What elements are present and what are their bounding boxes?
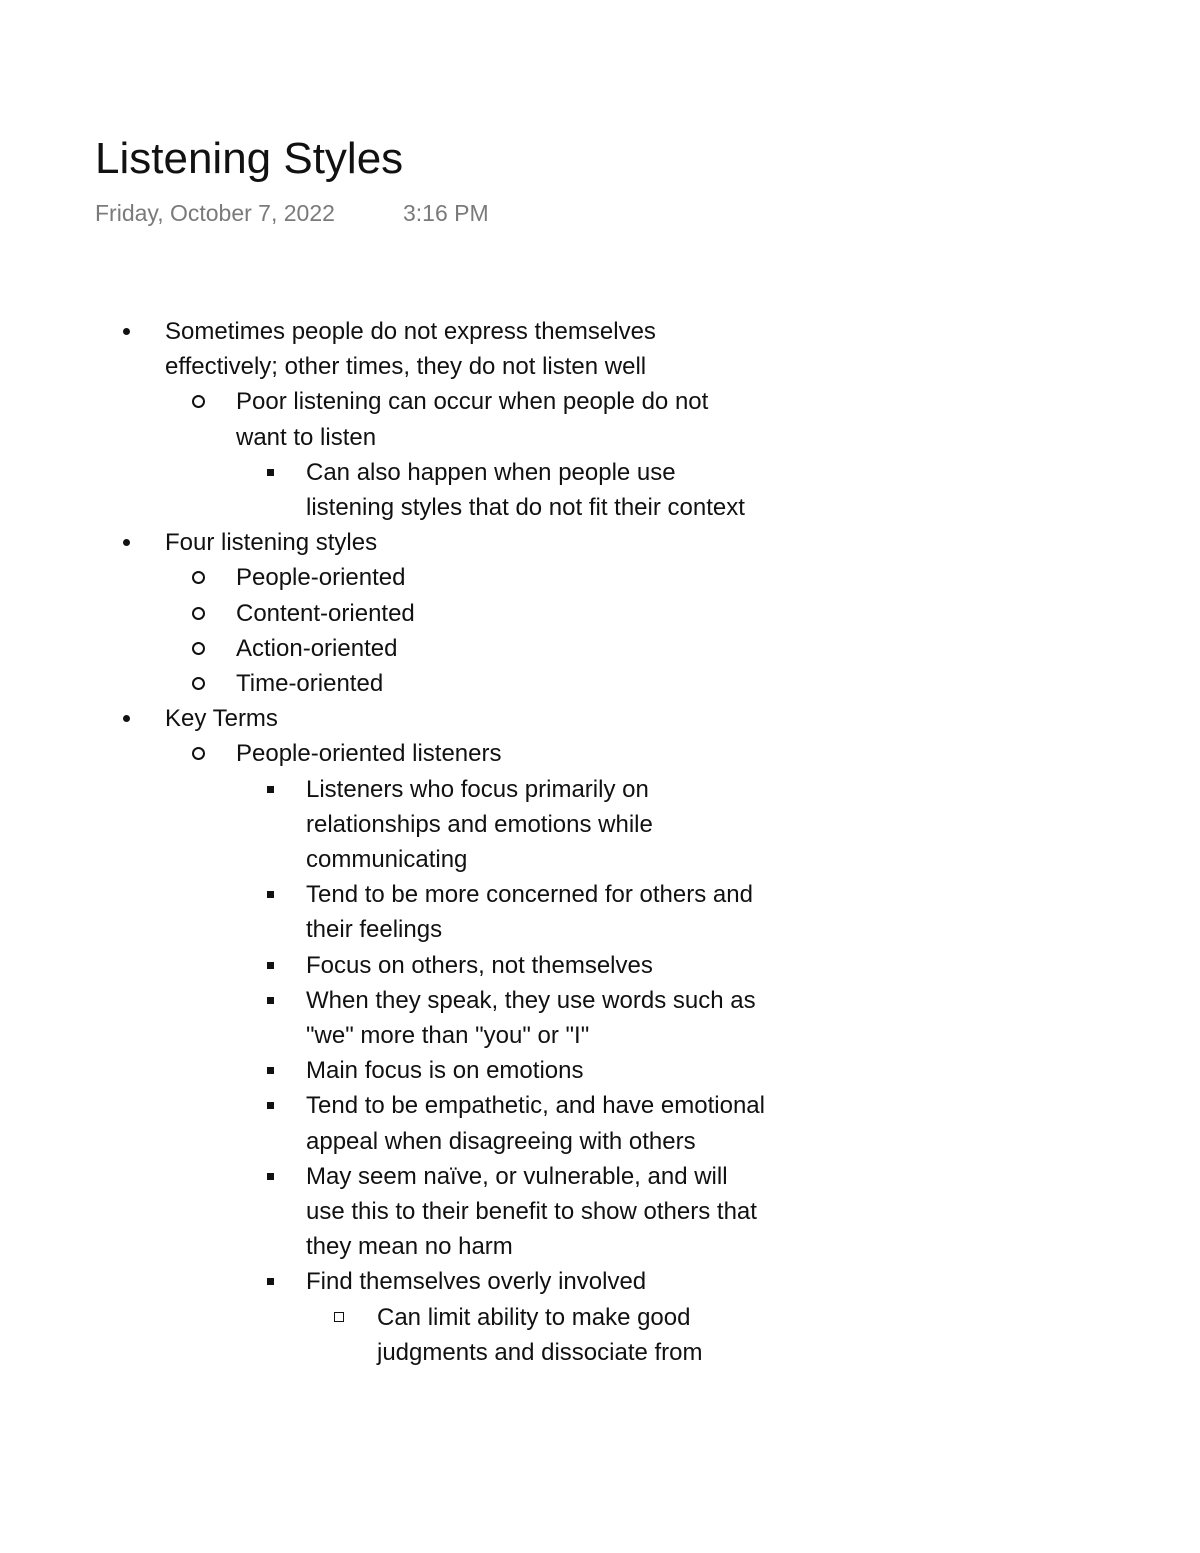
list-item-text: Listeners who focus primarily on relationships and emotions while communicating xyxy=(306,775,653,874)
list-item-text: Tend to be more concerned for others and their feelings xyxy=(306,881,753,944)
list-item-text: Can limit ability to make good judgments and dissociate from xyxy=(377,1303,703,1366)
list-item xyxy=(0,1300,777,1370)
page-date: Friday, October 7, 2022 xyxy=(95,200,335,226)
list-item xyxy=(0,455,766,525)
list-item-text: May seem naïve, or vulnerable, and will use this to their benefit to show others that they mean no harm xyxy=(306,1162,757,1261)
filled-square-bullet-icon xyxy=(262,877,278,912)
list-item xyxy=(0,666,726,701)
filled-square-bullet-icon xyxy=(262,1159,278,1194)
filled-square-bullet-icon xyxy=(262,772,278,807)
list-item-text: Poor listening can occur when people do not want to listen xyxy=(236,388,709,451)
list-item-text: Focus on others, not themselves xyxy=(306,951,653,979)
hollow-square-bullet-icon xyxy=(330,1300,348,1335)
list-item xyxy=(0,525,725,560)
list-item xyxy=(0,772,766,878)
list-item xyxy=(0,1159,766,1265)
filled-dot-bullet-icon xyxy=(118,701,134,736)
hollow-circle-bullet-icon xyxy=(188,560,208,595)
list-item-text: Time-oriented xyxy=(236,670,384,698)
hollow-circle-bullet-icon xyxy=(188,666,208,701)
list-item-text: People-oriented xyxy=(236,564,406,592)
list-item-text: Tend to be empathetic, and have emotional appeal when disagreeing with others xyxy=(306,1092,765,1155)
list-item xyxy=(0,1264,766,1299)
hollow-circle-bullet-icon xyxy=(188,631,208,666)
filled-square-bullet-icon xyxy=(262,455,278,490)
filled-square-bullet-icon xyxy=(262,983,278,1018)
list-item-text: Main focus is on emotions xyxy=(306,1057,584,1085)
filled-square-bullet-icon xyxy=(262,1088,278,1123)
list-item-text: Can also happen when people use listening styles that do not fit their context xyxy=(306,458,745,522)
list-item xyxy=(0,631,726,666)
page-time: 3:16 PM xyxy=(403,200,489,226)
list-item xyxy=(0,736,726,771)
hollow-circle-bullet-icon xyxy=(188,736,208,771)
list-item xyxy=(0,1088,766,1158)
list-item-text: Four listening styles xyxy=(165,529,378,557)
filled-square-bullet-icon xyxy=(262,1053,278,1088)
list-item-text: People-oriented listeners xyxy=(236,740,502,768)
list-item xyxy=(0,314,725,384)
list-item-text: Content-oriented xyxy=(236,599,415,627)
hollow-circle-bullet-icon xyxy=(188,596,208,631)
filled-square-bullet-icon xyxy=(262,1264,278,1299)
list-item xyxy=(0,596,726,631)
list-item xyxy=(0,983,766,1053)
list-item-text: Key Terms xyxy=(165,705,278,733)
list-item-text: When they speak, they use words such as "we" more than "you" or "I" xyxy=(306,986,756,1050)
list-item-text: Sometimes people do not express themselves effectively; other times, they do not listen well xyxy=(165,318,656,381)
page-timestamp xyxy=(95,198,489,228)
list-item xyxy=(0,948,766,983)
list-item xyxy=(0,384,726,454)
hollow-circle-bullet-icon xyxy=(188,384,208,419)
notes-outline xyxy=(0,314,1200,1370)
list-item xyxy=(0,701,725,736)
list-item xyxy=(0,877,766,947)
filled-dot-bullet-icon xyxy=(118,525,134,560)
list-item xyxy=(0,1053,766,1088)
filled-square-bullet-icon xyxy=(262,948,278,983)
filled-dot-bullet-icon xyxy=(118,314,134,349)
list-item xyxy=(0,560,726,595)
list-item-text: Action-oriented xyxy=(236,634,398,662)
list-item-text: Find themselves overly involved xyxy=(306,1268,647,1296)
page-title: Listening Styles xyxy=(95,134,404,183)
